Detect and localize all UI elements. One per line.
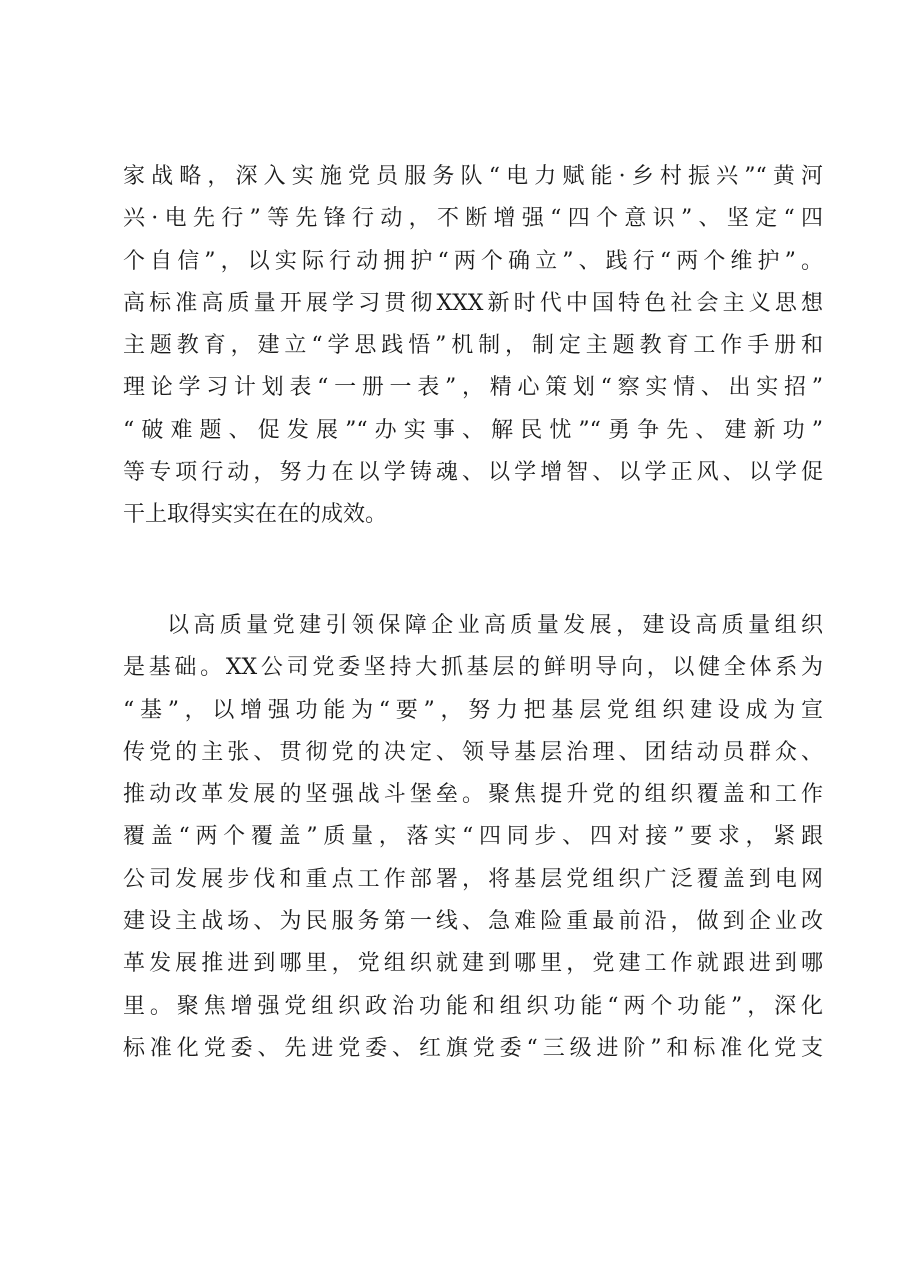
paragraph-line: 个自信”，以实际行动拥护“两个确立”、践行“两个维护”。 [123,248,823,274]
paragraph-line: 以高质量党建引领保障企业高质量发展，建设高质量组织 [167,613,823,638]
paragraph-line: 家战略，深入实施党员服务队“电力赋能·乡村振兴”“黄河 [123,164,823,189]
paragraph-line: 传党的主张、贯彻党的决定、领导基层治理、团结动员群众、 [123,739,823,765]
paragraph-line: 革发展推进到哪里，党组织就建到哪里，党建工作就跟进到哪 [123,951,823,977]
paragraph-line: 推动改革发展的坚强战斗堡垒。聚焦提升党的组织覆盖和工作 [123,782,823,808]
paragraph-line: 里。聚焦增强党组织政治功能和组织功能“两个功能”，深化 [123,993,823,1019]
paragraph-line: 干上取得实实在在的成效。 [123,502,388,528]
paragraph-2 [123,605,823,1070]
paragraph-line: 主题教育，建立“学思践悟”机制，制定主题教育工作手册和 [123,333,823,359]
paragraph-line: 建设主战场、为民服务第一线、急难险重最前沿，做到企业改 [123,909,823,935]
paragraph-line: 标准化党委、先进党委、红旗党委“三级进阶”和标准化党支 [123,1035,823,1061]
paragraph-line: 公司发展步伐和重点工作部署，将基层党组织广泛覆盖到电网 [123,866,823,892]
paragraph-line: 理论学习计划表“一册一表”，精心策划“察实情、出实招” [123,375,823,401]
paragraph-1 [123,156,823,537]
paragraph-line: 是基础。XX公司党委坚持大抓基层的鲜明导向，以健全体系为 [123,655,823,681]
paragraph-line: 高标准高质量开展学习贯彻XXX新时代中国特色社会主义思想 [123,290,823,316]
paragraph-line: 兴·电先行”等先锋行动，不断增强“四个意识”、坚定“四 [123,206,823,232]
paragraph-line: 覆盖“两个覆盖”质量，落实“四同步、四对接”要求，紧跟 [123,824,823,850]
paragraph-line: “破难题、促发展”“办实事、解民忧”“勇争先、建新功” [123,417,823,443]
paragraph-line: 等专项行动，努力在以学铸魂、以学增智、以学正风、以学促 [123,460,823,486]
paragraph-line: “基”，以增强功能为“要”，努力把基层党组织建设成为宣 [123,697,823,723]
